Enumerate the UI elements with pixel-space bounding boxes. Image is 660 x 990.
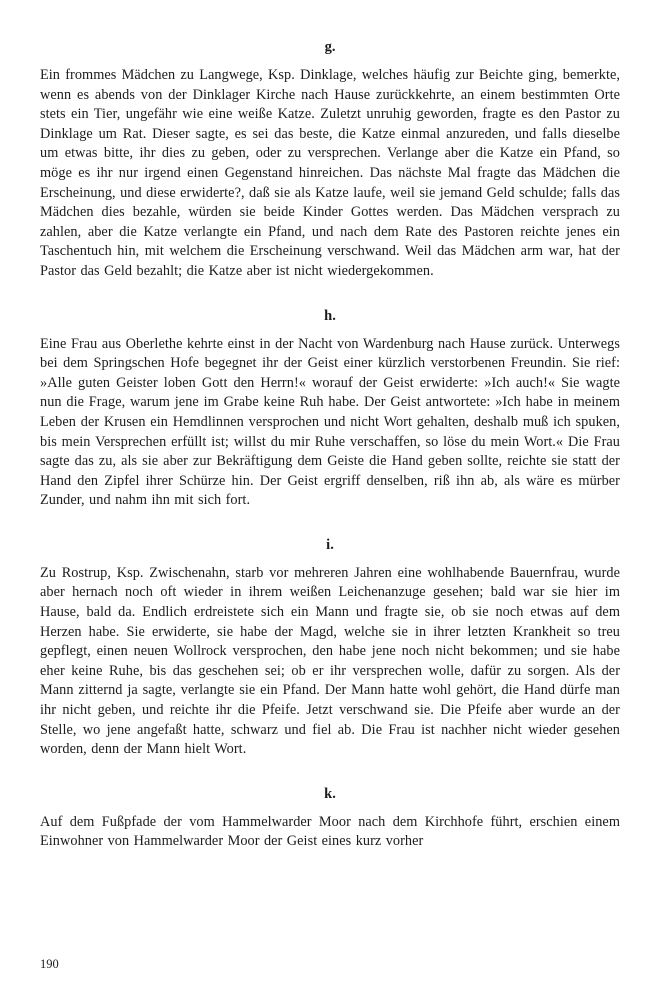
story-section-g <box>40 40 620 282</box>
section-paragraph: Ein frommes Mädchen zu Langwege, Ksp. Dinklage, welches häufig zur Beichte ging, bemerkte, wenn es abends von der Dinklager Kirche nach Hause zurückkehrte, an einem bestimmten Orte stets ein Tier, ungefähr wie eine weiße Katze. Zuletzt unruhig geworden, fragte es den Pastor zu Dinklage um Rat. Dieser sagte, es sei das beste, die Katze einmal anzureden, und falls dieselbe um etwas bitte, ihr dies zu geben, oder zu versprechen. Verlange aber die Katze ein Pfand, so möge es ihr nur irgend einen Gegenstand hinreichen. Das nächste Mal fragte das Mädchen die Erscheinung, und diese erwiderte?, daß sie als Katze laufe, weil sie jemand Geld schulde; falls das Mädchen dies bezahle, würden sie beide Kinder Gottes werden. Das Mädchen versprach zu zahlen, aber die Katze verlangte ein Pfand, und nach dem Rate des Pastoren reichte jenes ein Taschentuch hin, mit welchem die Erscheinung verschwand. Weil das Mädchen arm war, hat der Pastor das Geld bezahlt; die Katze aber ist nicht wiedergekommen. <box>40 67 620 279</box>
story-section-h <box>40 309 620 511</box>
section-paragraph: Zu Rostrup, Ksp. Zwischenahn, starb vor mehreren Jahren eine wohlhabende Bauernfrau, wurde aber hernach noch oft wieder in ihrem weißen Leichenanzuge gesehen; bald war sie hier im Hause, bald da. Endlich erdreistete sich ein Mann und fragte sie, ob sie noch etwas auf dem Herzen habe. Sie erwiderte, sie habe der Magd, welche sie in ihrer letzten Krankheit so treu gepflegt, einen neuen Wollrock versprochen, den habe jene noch nicht bekommen; und sie habe eher keine Ruhe, bis das geschehen sei; ob er ihr versprechen wolle, dafür zu sorgen. Als der Mann zitternd ja sagte, verlangte sie ein Pfand. Der Mann hatte wohl gehört, die Hand dürfe man ihr nicht geben, und reichte ihr die Pfeife. Jetzt verschwand sie. Die Pfeife aber wurde an der Stelle, wo jene angefaßt hatte, schwarz und fiel ab. Die Frau ist nachher nicht wieder gesehen worden, denn der Mann hielt Wort. <box>40 564 620 758</box>
section-paragraph: Eine Frau aus Oberlethe kehrte einst in der Nacht von Wardenburg nach Hause zurück. Unterwegs bei dem Springschen Hofe begegnet ihr der Geist einer kürzlich verstorbenen Freundin. Sie rief: »Alle guten Geister loben Gott den Herrn!« worauf der Geist erwiderte: »Ich auch!« Sie wagte nun die Frage, warum jene im Grabe keine Ruh habe. Der Geist antwortete: »Ich habe in meinem Leben der Krusen ein Hemdlinnen versprochen und nicht Wort gehalten, deshalb muß ich spuken, bis mein Versprechen erfüllt ist; willst du mir Ruhe verschaffen, so löse du mein Wort.« Die Frau sagte das zu, als sie aber zur Bekräftigung dem Geiste die Hand geben sollte, reichte sie statt der Hand den Zipfel ihrer Schürze hin. Der Geist ergriff denselben, riß ihn ab, als wäre es mürber Zunder, und nahm ihn mit sich fort. <box>40 335 620 509</box>
section-heading: g. <box>324 39 336 55</box>
section-paragraph: Auf dem Fußpfade der vom Hammelwarder Moor nach dem Kirchhofe führt, erschien einem Einwohner von Hammelwarder Moor der Geist eines kurz vorher <box>40 813 620 850</box>
story-section-i <box>40 538 620 760</box>
page-number: 190 <box>40 957 59 971</box>
section-heading: h. <box>324 307 336 324</box>
story-section-k <box>40 787 620 852</box>
section-heading: k. <box>324 785 336 802</box>
section-heading: i. <box>326 536 334 553</box>
